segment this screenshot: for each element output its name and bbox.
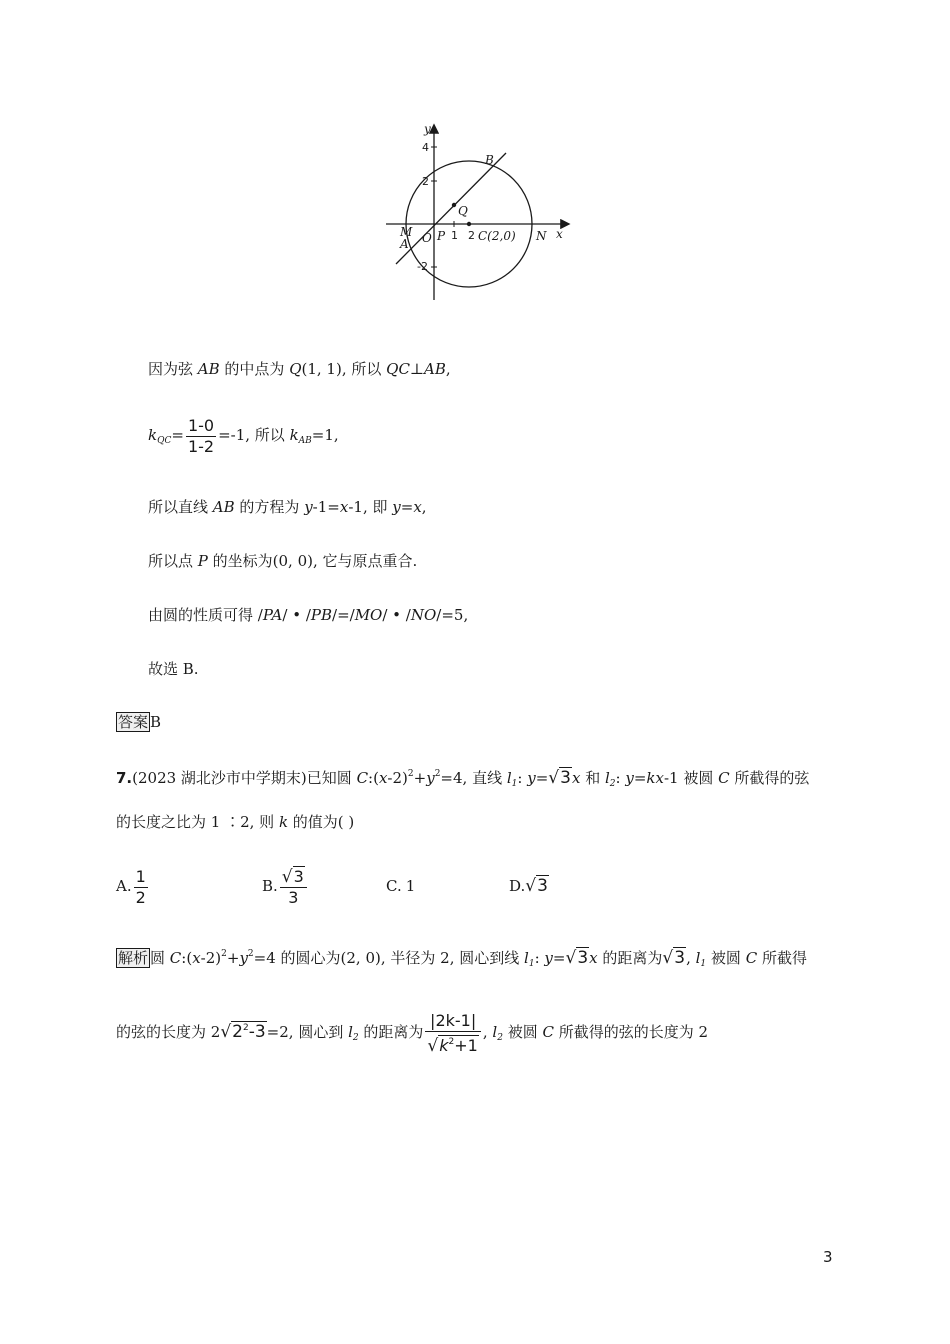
label-B: B: [485, 153, 494, 167]
label-N: N: [536, 229, 547, 243]
analysis-line-1: 解析 圆 $C:(x-2)^2+y^2=4$ 的圆心为(2, 0), 半径为 2, 圆心到线 $l_1$: y=√3x 的距离为√3, $l_1$ 被圆 C 所截得: [118, 948, 807, 969]
option-c[interactable]: C. 1: [386, 877, 416, 895]
option-d[interactable]: D.√3: [509, 876, 548, 896]
tick-neg2: -2: [417, 260, 428, 273]
fraction-kqc: $\frac{1-0}{1-2}$: [187, 415, 215, 456]
label-M: M: [400, 225, 413, 239]
page-number: 3: [823, 1248, 833, 1266]
solution-line-4: 所以点 P 的坐标为(0, 0), 它与原点重合.: [148, 552, 418, 570]
solution-line-2: $k_{QC}=$ $\frac{1-0}{1-2}$ =-1, 所以 $k_{AB}=1$,: [148, 415, 339, 456]
option-b[interactable]: B. $\frac{√3}{3}$: [262, 864, 309, 908]
geometry-figure: [382, 118, 582, 308]
solution-line-6: 故选 B.: [148, 660, 199, 678]
tick-x-1: 1: [451, 229, 458, 242]
label-O: O: [422, 231, 432, 245]
solution-line-5: 由圆的性质可得 /PA/ • /PB/=/MO/ • /NO/=5,: [148, 606, 469, 624]
label-C: C(2,0): [478, 229, 516, 243]
solution-line-3: 所以直线 AB 的方程为 y-1=x-1, 即 y=x,: [148, 498, 427, 516]
analysis-tag: 解析: [118, 949, 149, 967]
tick-x-2: 2: [468, 229, 475, 242]
point-Q: [452, 203, 456, 207]
fraction-distance: $\frac{|2k-1|}{√k^2+1}$: [425, 1011, 480, 1056]
analysis-line-2: 的弦的长度为 $2√2^2-3=2$, 圆心到 $l_2$ 的距离为 $\frac{|2k-1|}{√k^2+1}$ , $l_2$ 被圆 C 所截得的弦的长度为 2: [116, 1010, 709, 1056]
label-P: P: [437, 229, 446, 243]
x-axis-label: x: [556, 227, 563, 241]
label-Q: Q: [458, 204, 468, 218]
label-A: A: [400, 237, 409, 251]
solution-line-1: 因为弦 AB 的中点为 Q(1, 1), 所以 QC⊥AB,: [148, 360, 451, 378]
point-C: [467, 222, 471, 226]
question-7-line-2: 的长度之比为 1 ∶2, 则 k 的值为( ): [116, 813, 355, 831]
question-7-line-1: 7.(2023 湖北沙市中学期末)已知圆 $C:(x-2)^2+y^2=4$, 直线 $l_1$: y=√3x 和 $l_2$: y=kx-1 被圆 C 所截得的弦: [116, 768, 810, 789]
y-axis-label: y: [424, 122, 431, 136]
answer-tag: 答案: [118, 713, 149, 731]
option-a[interactable]: A. $\frac{1}{2}$: [116, 866, 146, 907]
tick-4: 4: [422, 141, 429, 154]
answer-line: [116, 712, 161, 732]
line-AB: [396, 153, 506, 264]
answer-value: B: [150, 713, 162, 731]
tick-2: 2: [422, 175, 429, 188]
